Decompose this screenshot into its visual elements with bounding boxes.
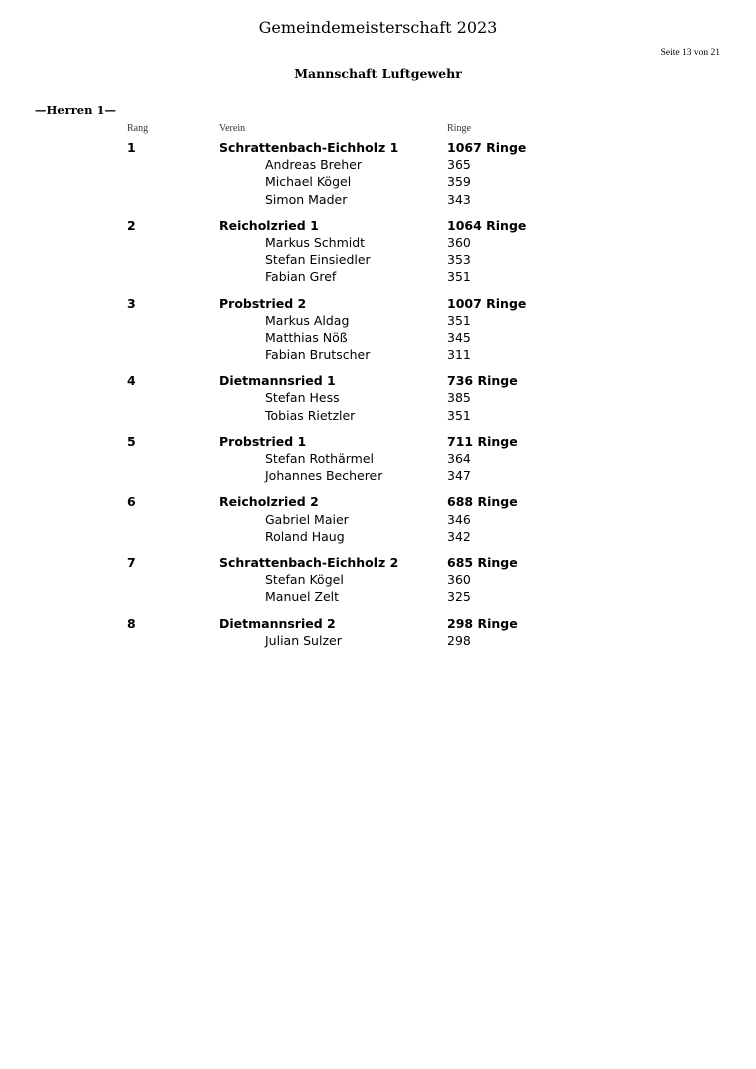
team-block xyxy=(0,217,756,286)
member-row xyxy=(0,571,756,588)
member-row xyxy=(0,329,756,346)
column-header-rank: Rang xyxy=(127,123,149,134)
member-score: 359 xyxy=(447,174,471,190)
team-name: Reicholzried 2 xyxy=(219,494,319,510)
group-title: —Herren 1— xyxy=(35,103,116,117)
team-block xyxy=(0,372,756,424)
member-score: 342 xyxy=(447,528,471,544)
member-score: 311 xyxy=(447,347,471,363)
member-name: Stefan Einsiedler xyxy=(265,252,371,268)
member-row xyxy=(0,511,756,528)
team-rank: 3 xyxy=(127,295,136,311)
member-score: 351 xyxy=(447,269,471,285)
member-row xyxy=(0,632,756,649)
team-name: Probstried 2 xyxy=(219,295,307,311)
member-score: 298 xyxy=(447,632,471,648)
member-row xyxy=(0,234,756,251)
member-name: Julian Sulzer xyxy=(265,632,342,648)
team-row xyxy=(0,493,756,510)
member-name: Tobias Rietzler xyxy=(265,407,356,423)
member-name: Stefan Hess xyxy=(265,390,340,406)
team-rank: 6 xyxy=(127,494,136,510)
team-name: Reicholzried 1 xyxy=(219,217,319,233)
member-row xyxy=(0,346,756,363)
team-name: Dietmannsried 1 xyxy=(219,373,336,389)
team-block xyxy=(0,139,756,208)
member-row xyxy=(0,389,756,406)
member-row xyxy=(0,251,756,268)
team-rank: 8 xyxy=(127,615,136,631)
team-rank: 7 xyxy=(127,554,136,570)
team-rank: 4 xyxy=(127,373,136,389)
member-row xyxy=(0,191,756,208)
page-title: Gemeindemeisterschaft 2023 xyxy=(258,18,498,37)
team-block xyxy=(0,295,756,364)
team-total: 1007 Ringe xyxy=(447,295,527,311)
team-row xyxy=(0,217,756,234)
member-name: Manuel Zelt xyxy=(265,589,340,605)
team-rank: 2 xyxy=(127,217,136,233)
member-row xyxy=(0,173,756,190)
member-name: Markus Aldag xyxy=(265,312,350,328)
member-row xyxy=(0,528,756,545)
team-block xyxy=(0,615,756,649)
team-block xyxy=(0,433,756,485)
member-row xyxy=(0,467,756,484)
member-score: 353 xyxy=(447,252,471,268)
member-name: Markus Schmidt xyxy=(265,234,366,250)
team-block xyxy=(0,493,756,545)
member-row xyxy=(0,407,756,424)
member-score: 351 xyxy=(447,312,471,328)
team-total: 685 Ringe xyxy=(447,554,518,570)
team-name: Probstried 1 xyxy=(219,433,307,449)
member-name: Fabian Gref xyxy=(265,269,337,285)
team-row xyxy=(0,554,756,571)
member-score: 343 xyxy=(447,191,471,207)
results-list xyxy=(0,139,756,658)
team-rank: 1 xyxy=(127,140,136,155)
team-total: 1064 Ringe xyxy=(447,217,527,233)
member-name: Fabian Brutscher xyxy=(265,347,371,363)
member-name: Matthias Nöß xyxy=(265,329,348,345)
team-total: 688 Ringe xyxy=(447,494,518,510)
member-name: Simon Mader xyxy=(265,191,348,207)
member-score: 385 xyxy=(447,390,471,406)
column-header-rings: Ringe xyxy=(447,123,471,134)
member-score: 325 xyxy=(447,589,471,605)
member-name: Michael Kögel xyxy=(265,174,352,190)
team-name: Schrattenbach-Eichholz 2 xyxy=(219,554,399,570)
member-score: 365 xyxy=(447,157,471,173)
team-total: 736 Ringe xyxy=(447,373,518,389)
member-score: 364 xyxy=(447,451,471,466)
team-total: 1067 Ringe xyxy=(447,140,527,155)
member-row xyxy=(0,268,756,285)
team-total: 711 Ringe xyxy=(447,433,518,449)
team-row xyxy=(0,139,756,156)
member-score: 345 xyxy=(447,329,471,345)
member-score: 351 xyxy=(447,407,471,423)
member-name: Andreas Breher xyxy=(265,157,362,173)
member-row xyxy=(0,450,756,467)
team-name: Schrattenbach-Eichholz 1 xyxy=(219,140,399,155)
column-header-club: Verein xyxy=(219,123,246,134)
member-score: 347 xyxy=(447,468,471,484)
page-number: Seite 13 von 21 xyxy=(660,48,720,58)
team-row xyxy=(0,295,756,312)
team-total: 298 Ringe xyxy=(447,615,518,631)
member-name: Stefan Rothärmel xyxy=(265,451,374,466)
member-name: Johannes Becherer xyxy=(265,468,383,484)
member-score: 360 xyxy=(447,234,471,250)
team-row xyxy=(0,433,756,450)
member-row xyxy=(0,588,756,605)
team-block xyxy=(0,554,756,606)
section-title: Mannschaft Luftgewehr xyxy=(294,66,462,81)
team-rank: 5 xyxy=(127,433,136,449)
member-score: 360 xyxy=(447,572,471,588)
member-row xyxy=(0,312,756,329)
team-row xyxy=(0,615,756,632)
member-score: 346 xyxy=(447,511,471,527)
team-name: Dietmannsried 2 xyxy=(219,615,336,631)
member-name: Gabriel Maier xyxy=(265,511,349,527)
member-name: Stefan Kögel xyxy=(265,572,344,588)
team-row xyxy=(0,372,756,389)
member-name: Roland Haug xyxy=(265,528,345,544)
member-row xyxy=(0,156,756,173)
